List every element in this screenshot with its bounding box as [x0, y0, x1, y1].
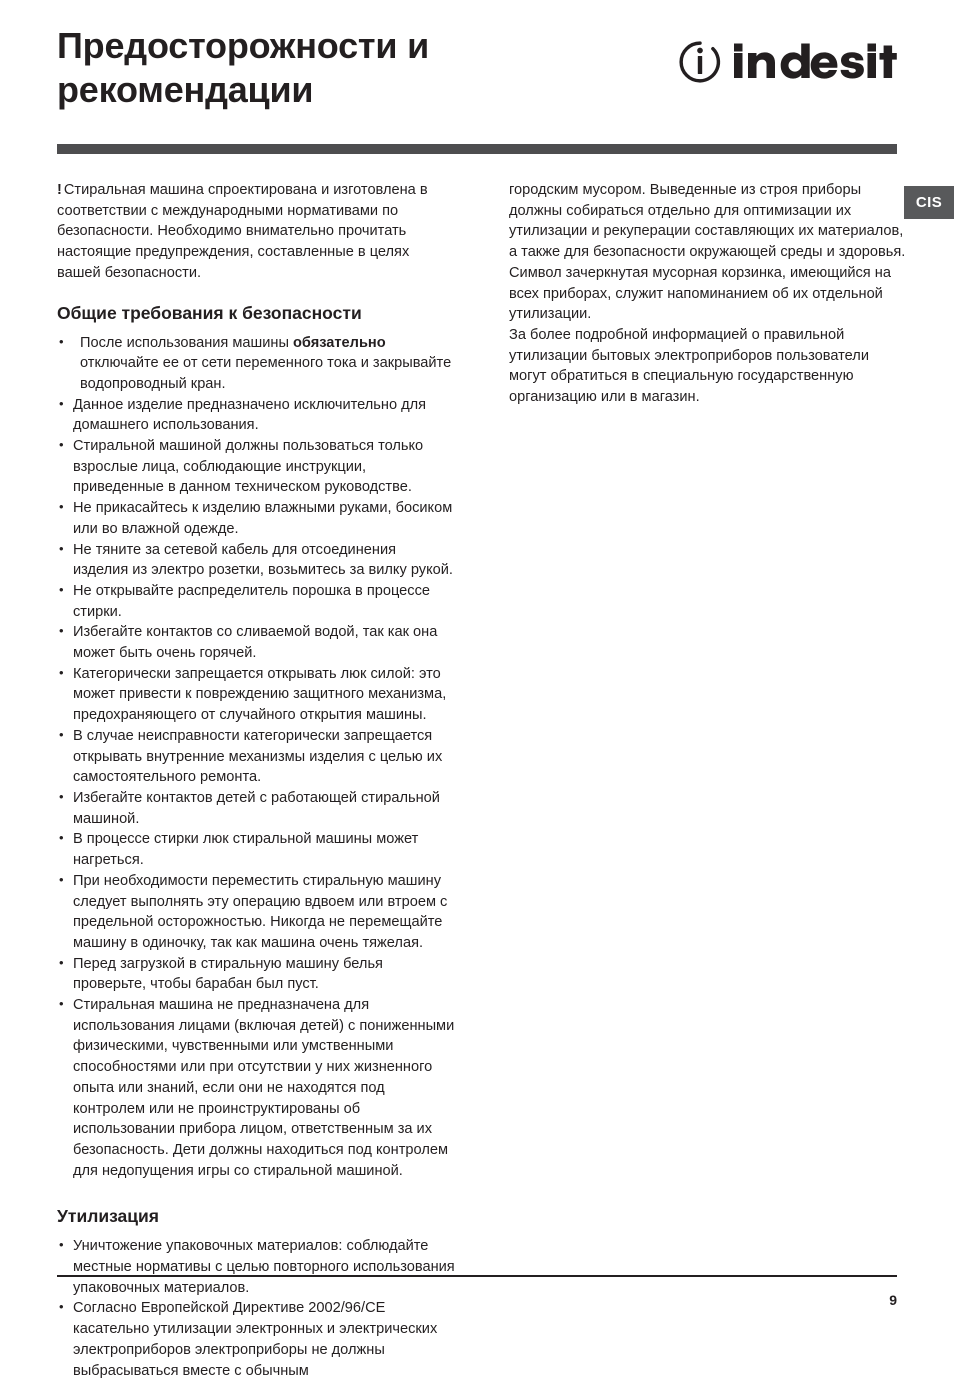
disposal-continuation-paragraph: городским мусором. Выведенные из строя приборы должны собираться отдельно для оптимизации их утилизации и рекуперации составляющих их материалов, а также для безопасности окружающей среды и здоровья. Символ зачеркнутая мусорная корзинка, имеющийся на всех приборах, служит напоминанием об их отдельной утилизации. — [509, 182, 906, 323]
list-item-text: Данное изделие предназначено исключительно для домашнего использования. — [73, 396, 427, 434]
list-item-text: Избегайте контактов со сливаемой водой, так как она может быть очень горячей. — [73, 624, 438, 662]
list-item — [57, 622, 455, 663]
header-divider-rule — [57, 144, 897, 154]
list-item-text: После использования машины обязательно отключайте ее от сети переменного тока и закрывайте водопроводный кран. — [80, 334, 452, 392]
region-tab-cis: CIS — [904, 186, 954, 219]
list-item-text: В случае неисправности категорически запрещается открывать внутренние механизмы изделия с целью их самостоятельного ремонта. — [73, 727, 443, 786]
emphasis-text: обязательно — [292, 334, 386, 351]
page-header — [57, 24, 897, 136]
warning-exclamation-icon: ! — [57, 182, 62, 198]
list-item — [57, 995, 455, 1181]
right-column — [509, 180, 907, 408]
list-item — [57, 498, 455, 539]
list-item-text: Стиральная машина не предназначена для использования лицами (включая детей) с пониженными физическими, чувственными или умственными способностями или при отсутствии у них жизненного опыта или знаний, если они не находятся под контролем или не проинструктированы об использовании прибора лицом, ответственным за их безопасность. Дети должны находиться под контролем для недопущения игры со стиральной машиной. — [73, 997, 455, 1179]
list-item-text: Не прикасайтесь к изделию влажными руками, босиком или во влажной одежде. — [73, 500, 453, 537]
more-information-paragraph: За более подробной информацией о правильной утилизации бытовых электроприборов пользователи могут обратиться в специальную государственную организацию или в магазин. — [509, 326, 869, 406]
list-item-text: В процессе стирки люк стиральной машины может нагреться. — [73, 831, 419, 869]
general-safety-list — [57, 333, 455, 1182]
list-item — [57, 395, 455, 436]
indesit-wordmark-glyphs — [734, 43, 897, 81]
list-item-text: Уничтожение упаковочных материалов: соблюдайте местные нормативы с целью повторного использования упаковочных материалов. — [73, 1238, 455, 1296]
section-heading-general-safety: Общие требования к безопасности — [57, 302, 362, 323]
list-item-text: Согласно Европейской Директиве 2002/96/CE касательно утилизации электронных и электрических электроприборов электроприборы не должны выбрасываться вместе с обычным — [73, 1300, 438, 1379]
page-title: Предосторожности и рекомендации — [57, 25, 430, 110]
list-item — [57, 726, 455, 788]
intro-text: Стиральная машина спроектирована и изготовлена в соответствии с международными нормативами по безопасности. Необходимо внимательно прочитать настоящие предупреждения, составленные в целях вашей безопасности. — [57, 182, 428, 281]
intro-paragraph — [57, 180, 455, 284]
list-item — [57, 1298, 455, 1381]
list-item — [57, 788, 455, 829]
footer-divider-rule — [57, 1275, 897, 1277]
list-item-text: Перед загрузкой в стиральную машину белья проверьте, чтобы барабан был пуст. — [73, 955, 383, 993]
list-item — [57, 540, 455, 581]
list-item-text: При необходимости переместить стиральную машину следует выполнять эту операцию вдвоем или втроем с предельной осторожностью. Никогда не перемещайте машину в одиночку, так как машина очень тяжелая. — [73, 872, 448, 951]
left-column — [57, 180, 455, 1381]
disposal-list — [57, 1236, 455, 1381]
list-item — [57, 333, 455, 395]
list-item-text: Стиральной машиной должны пользоваться только взрослые лица, соблюдающие инструкции, приведенные в данном техническом руководстве. — [73, 438, 424, 496]
page-number: 9 — [889, 1292, 897, 1308]
list-item — [57, 664, 455, 726]
list-item-text: Избегайте контактов детей с работающей стиральной машиной. — [73, 789, 440, 827]
list-item — [57, 436, 455, 498]
list-item-text: Не открывайте распределитель порошка в процессе стирки. — [73, 582, 431, 620]
list-item — [57, 581, 455, 622]
list-item — [57, 871, 455, 954]
indesit-wordmark — [734, 43, 897, 81]
list-item-text: Не тяните за сетевой кабель для отсоединения изделия из электро розетки, возьмитесь за вилку рукой. — [73, 541, 453, 579]
indesit-logo — [677, 38, 897, 86]
section-heading-disposal: Утилизация — [57, 1206, 160, 1227]
indesit-circle-i-icon — [677, 39, 723, 85]
list-item-text: Категорически запрещается открывать люк силой: это может привести к повреждению защитного механизма, предохраняющего от случайного открытия машины. — [73, 665, 447, 724]
list-item — [57, 829, 455, 870]
list-item — [57, 1236, 455, 1298]
list-item — [57, 954, 455, 995]
